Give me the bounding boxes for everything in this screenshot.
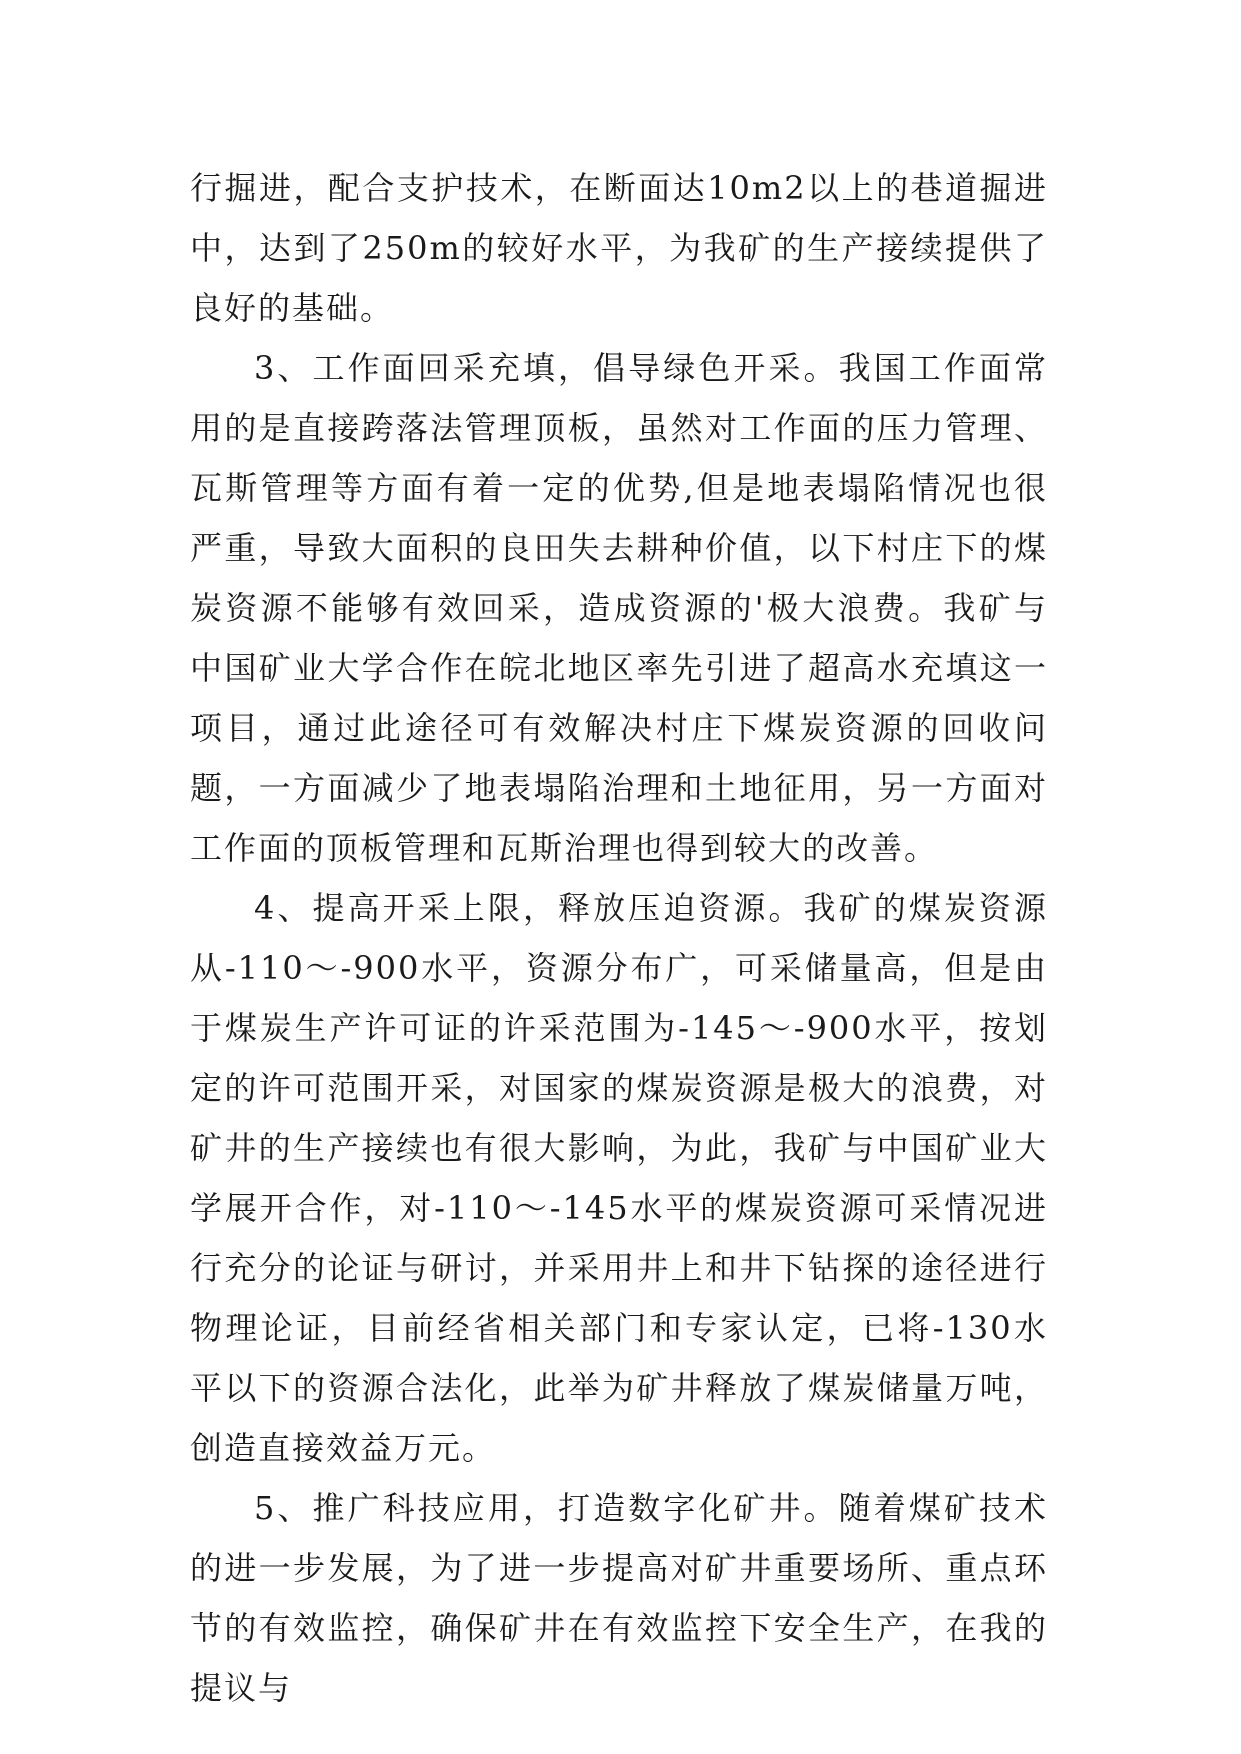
paragraph-continuation: 行掘进，配合支护技术，在断面达10m2以上的巷道掘进中，达到了250m的较好水平，为我矿的生产接续提供了良好的基础。 xyxy=(190,169,1048,327)
paragraph-item-3: 3、工作面回采充填，倡导绿色开采。我国工作面常用的是直接跨落法管理顶板，虽然对工作面的压力管理、瓦斯管理等方面有着一定的优势,但是地表塌陷情况也很严重，导致大面积的良田失去耕种价值，以下村庄下的煤炭资源不能够有效回采，造成资源的'极大浪费。我矿与中国矿业大学合作在皖北地区率先引进了超高水充填这一项目，通过此途径可有效解决村庄下煤炭资源的回收问题，一方面减少了地表塌陷治理和土地征用，另一方面对工作面的顶板管理和瓦斯治理也得到较大的改善。 xyxy=(190,349,1048,867)
document-page xyxy=(190,158,1048,1718)
paragraph-item-4: 4、提高开采上限，释放压迫资源。我矿的煤炭资源从-110～-900水平，资源分布广，可采储量高，但是由于煤炭生产许可证的许采范围为-145～-900水平，按划定的许可范围开采，对国家的煤炭资源是极大的浪费，对矿井的生产接续也有很大影响，为此，我矿与中国矿业大学展开合作，对-110～-145水平的煤炭资源可采情况进行充分的论证与研讨，并采用井上和井下钻探的途径进行物理论证，目前经省相关部门和专家认定，已将-130水平以下的资源合法化，此举为矿井释放了煤炭储量万吨，创造直接效益万元。 xyxy=(190,889,1048,1467)
paragraph-item-5: 5、推广科技应用，打造数字化矿井。随着煤矿技术的进一步发展，为了进一步提高对矿井重要场所、重点环节的有效监控，确保矿井在有效监控下安全生产，在我的提议与 xyxy=(190,1489,1048,1707)
